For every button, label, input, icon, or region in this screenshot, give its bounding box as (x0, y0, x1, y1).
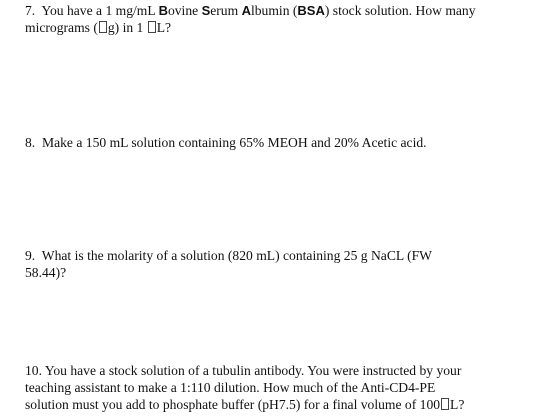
question-8 (25, 134, 545, 151)
bold-initial-a: A (241, 3, 251, 18)
bold-initial-s: S (201, 3, 211, 18)
question-text: Make a 150 mL solution containing 65% MEOH and 20% Acetic acid. (42, 135, 427, 150)
question-number: 9. (25, 248, 36, 263)
question-text: micrograms ( (25, 20, 98, 35)
question-text: L? (156, 20, 172, 35)
question-7 (25, 2, 545, 36)
question-text: lbumin ( (250, 3, 298, 18)
question-text: solution must you add to phosphate buffer (pH7.5) for a final volume of 100 (25, 397, 441, 412)
question-text: teaching assistant to make a 1:110 dilution. How much of the Anti-CD4-PE (25, 380, 436, 395)
question-text: You have a stock solution of a tubulin antibody. You were instructed by your (44, 363, 462, 378)
question-10 (25, 362, 545, 413)
missing-glyph-icon (99, 21, 107, 33)
question-9 (25, 247, 545, 281)
question-text: 58.44)? (25, 265, 67, 280)
question-number: 10. (25, 363, 42, 378)
missing-glyph-icon (148, 21, 156, 33)
question-text: What is the molarity of a solution (820 mL) containing 25 g NaCL (FW (41, 248, 433, 263)
question-number: 7. (25, 3, 36, 18)
question-text: ) stock solution. How many (324, 3, 476, 18)
bold-acronym-bsa: BSA (297, 3, 325, 18)
missing-glyph-icon (441, 398, 449, 410)
question-text: You have a 1 mg/mL (41, 3, 159, 18)
question-text: erum (210, 3, 242, 18)
bold-initial-b: B (158, 3, 168, 18)
question-number: 8. (25, 135, 36, 150)
question-text: ovine (167, 3, 202, 18)
question-text: L? (450, 397, 465, 412)
question-text: g) in 1 (107, 20, 147, 35)
